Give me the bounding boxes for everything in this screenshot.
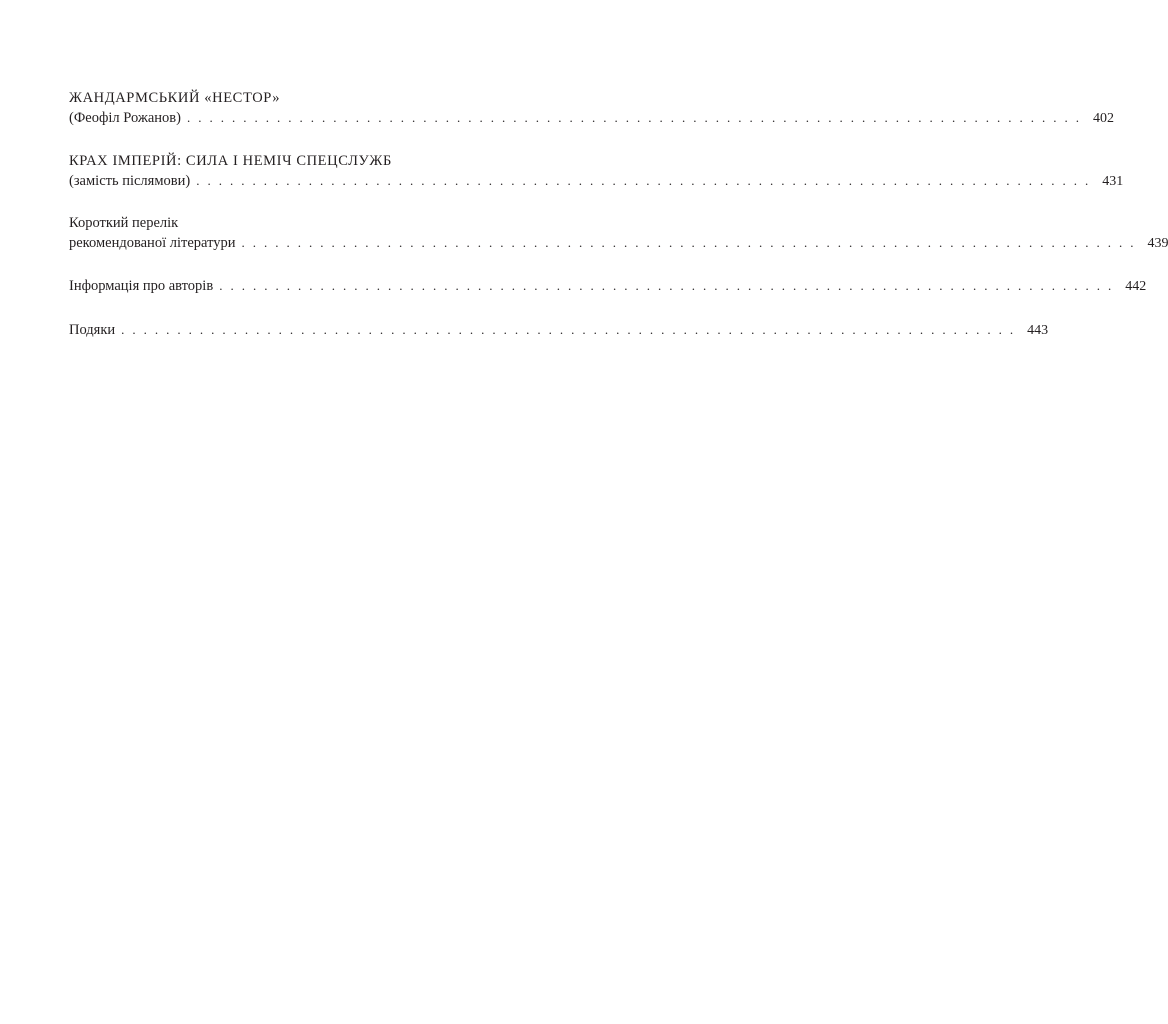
toc-entry [69,151,1124,192]
dot-leader: ................................................................................ [187,110,1087,125]
toc-entry-heading: Короткий перелік [69,215,179,231]
toc-entry-label: Інформація про авторів [69,278,214,294]
toc-entry-label: (замість післямови) [69,173,191,189]
toc-entry [69,213,1168,254]
toc-page-number: 431 [1102,174,1124,189]
toc-entry-line [69,108,1114,129]
toc-entry-line [69,233,1168,254]
dot-leader: ................................................................................ [219,278,1120,293]
toc-page-number: 402 [1093,111,1114,126]
toc-page-number: 442 [1125,279,1147,294]
toc-entry-label: (Феофіл Рожанов) [69,110,181,126]
toc-page-number: 443 [1027,323,1049,338]
toc-entry-line [69,320,1049,341]
toc-entry-line [69,276,1147,297]
toc-page-number: 439 [1147,236,1168,251]
toc-entry-label: рекомендованої літератури [69,235,236,251]
dot-leader: ................................................................................ [241,235,1142,250]
toc-entry [69,276,1147,297]
dot-leader: ................................................................................ [121,322,1022,337]
dot-leader: ................................................................................ [196,173,1097,188]
table-of-contents [69,88,1168,341]
toc-entry-heading: КРАХ ІМПЕРІЙ: СИЛА І НЕМІЧ СПЕЦСЛУЖБ [69,153,392,169]
toc-entry [69,320,1049,341]
toc-entry [69,88,1114,129]
toc-entry-heading: ЖАНДАРМСЬКИЙ «НЕСТОР» [69,90,281,106]
toc-entry-line [69,171,1124,192]
toc-entry-label: Подяки [69,322,116,338]
